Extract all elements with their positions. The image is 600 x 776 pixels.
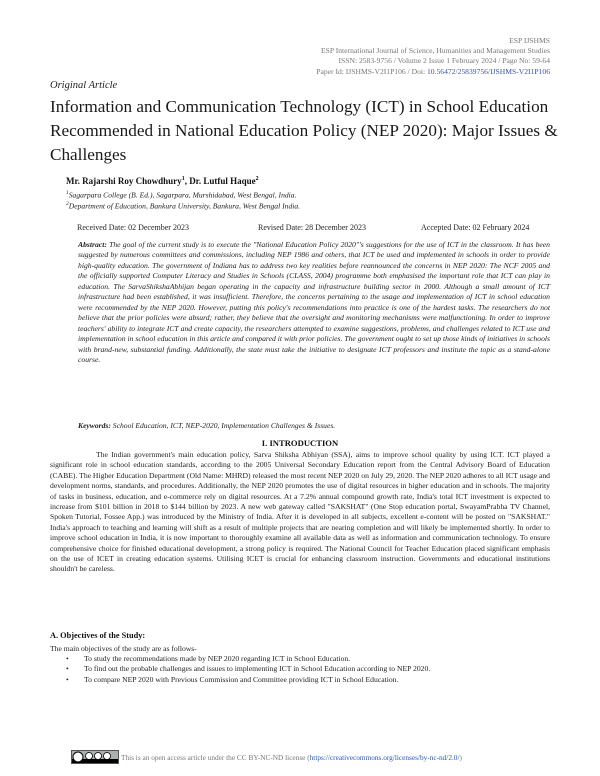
abstract — [78, 240, 550, 365]
journal-header — [316, 36, 550, 77]
doi-link[interactable]: 10.56472/25839756/IJSHMS-V2I1P106 — [427, 66, 550, 76]
abstract-label: Abstract: — [78, 240, 107, 249]
bullet: • — [66, 654, 69, 663]
affiliation-2 — [66, 201, 300, 211]
list-item — [62, 675, 430, 685]
issn-line: ISSN: 2583-9756 / Volume 2 Issue 1 February 2024 / Page No: 59-64 — [338, 56, 550, 66]
list-item — [62, 664, 430, 674]
paper-id-line — [316, 67, 550, 77]
paper-id-prefix: Paper Id: IJSHMS-V2I1P106 / Doi: — [316, 66, 427, 76]
objectives-lead: The main objectives of the study are as follows- — [50, 644, 197, 653]
affiliation-1-sup: 1 — [66, 190, 69, 196]
journal-abbr: ESP IJSHMS — [509, 36, 550, 45]
keywords-label: Keywords: — [78, 421, 111, 430]
keywords — [78, 421, 335, 430]
bullet: • — [66, 664, 69, 674]
affiliation-1-text: Sagarpara College (B. Ed.), Sagarpara, Murshidabad, West Bengal, India. — [68, 190, 297, 200]
license-link[interactable]: https://creativecommons.org/licenses/by-nc-nd/2.0/ — [309, 752, 460, 762]
license-text-after: ) — [459, 752, 462, 762]
abstract-text: The goal of the current study is to execute the "National Education Policy 2020"'s suggestions for the use of ICT in the classroom. It has been suggested by numerous committees and commissions, including NEP 1986 and others, that ICT be used and implemented in schools in order to provide high-quality education. The government of Indiana has to address two key realities before reannounced the concerns in NEP 2020: The NCF 2005 and the officially supported Computer Literacy and Studies in Schools (CLASS, 2004) programme both emphasised the important role that ICT can play in education. The SarvaShikshaAbhijan began operating in the capacity and infrastructure building sector in 2000. Although a small amount of ICT infrastructure had been established, it was insufficient. Therefore, the concerns pertaining to the usage and implementation of ICT in school education were recommended by the NEP 2020. However, putting this policy's recommendations into practice is one of the hardest tasks. The researchers do not believe that the prior policies were absurd; rather, they believe that the oversight and monitoring mechanisms were malfunctioning. In order to improve teachers' ability to integrate ICT and create capacity, the researchers attempted to examine suggestions, problems, and challenges related to ICT use and implementation in school education in this article and compared it with prior policies. The government ought to set up those kinds of initiatives in schools with brand-new, substantial funding. Additionally, the state must take the initiative to designate ICT professors and institute the topic as a stand-alone course. — [78, 240, 550, 364]
author-line — [66, 176, 259, 186]
introduction-text: The Indian government's main education policy, Sarva Shiksha Abhiyan (SSA), aims to improve school quality by using ICT. ICT played a significant role in school education standards, according to the 2005 Universal Secondary Education report from the Central Advisory Board of Education (CABE). The Higher Education Department (Old Name: MHRD) released the most recent NEP 2020 on July 29, 2020. The NEP 2020 adheres to all ICT usage and development norms, standards, and procedures. Additionally, the NEP 2020 promotes the use of digital resources in higher education and in schools. The majority of tasks in business, education, and e-commerce rely on digital resources. At a 7.2% annual compound growth rate, India's total ICT investment is expected to increase from $101 billion in 2018 to $144 billion by 2023. A new web gateway called "SAKSHAT" (One Stop education portal, SwayamPrabha TV Channel, Spoken Tutorial, Fossee App.) was introduced by the Ministry of India. After it is developed in all subjects, excellent e-content will be posted on "SAKSHAT." India's approach to teaching and learning will shift as a result of multiple projects that are nearing completion and will likely be implemented shortly. In order to improve school education in India, it is now important to thoroughly examine all available data as well as information and communication technology. To ensure comprehensive choice for finished educational development, a strong policy is required. The National Council for Teacher Education placed significant emphasis on the use of ICET in creating education systems. Utilising ICET is crucial for enhancing classroom instruction. Governments and educational institutions shouldn't be careless. — [50, 450, 550, 574]
list-item — [62, 654, 430, 664]
objectives-list — [62, 654, 430, 685]
accepted-date: Accepted Date: 02 February 2024 — [421, 223, 530, 232]
objective-text: To compare NEP 2020 with Previous Commission and Committee providing ICT in School Education. — [84, 674, 399, 684]
author-1-sup: 1 — [181, 176, 185, 182]
bullet: • — [66, 674, 69, 684]
journal-name: ESP International Journal of Science, Humanities and Management Studies — [321, 46, 550, 56]
objectives-heading: A. Objectives of the Study: — [50, 631, 146, 640]
author-2-sup: 2 — [255, 176, 259, 182]
article-type: Original Article — [50, 80, 118, 91]
affiliation-1 — [66, 190, 296, 200]
introduction-heading: I. INTRODUCTION — [261, 438, 339, 448]
license-footer — [71, 750, 462, 764]
license-text-before: This is an open access article under the CC BY-NC-ND license ( — [121, 752, 310, 762]
affiliation-2-text: Department of Education, Bankura University, Bankura, West Bengal India. — [68, 201, 301, 211]
received-date: Received Date: 02 December 2023 — [77, 223, 189, 232]
author-1: Mr. Rajarshi Roy Chowdhury — [66, 176, 182, 186]
affiliation-2-sup: 2 — [66, 201, 69, 207]
cc-license-badge-icon — [71, 750, 119, 764]
objective-text: To study the recommendations made by NEP 2020 regarding ICT in School Education. — [84, 654, 351, 663]
revised-date: Revised Date: 28 December 2023 — [258, 223, 366, 232]
keywords-text: School Education, ICT, NEP-2020, Implementation Challenges & Issues. — [110, 421, 336, 430]
paper-title: Information and Communication Technology (ICT) in School Education Recommended in National Education Policy (NEP 2020): Major Issues & Challenges — [50, 97, 558, 164]
objective-text: To find out the probable challenges and issues to implementing ICT in School Education according to NEP 2020. — [84, 664, 431, 674]
author-2: Dr. Lutful Haque — [189, 176, 256, 186]
author-separator: , — [184, 176, 190, 186]
